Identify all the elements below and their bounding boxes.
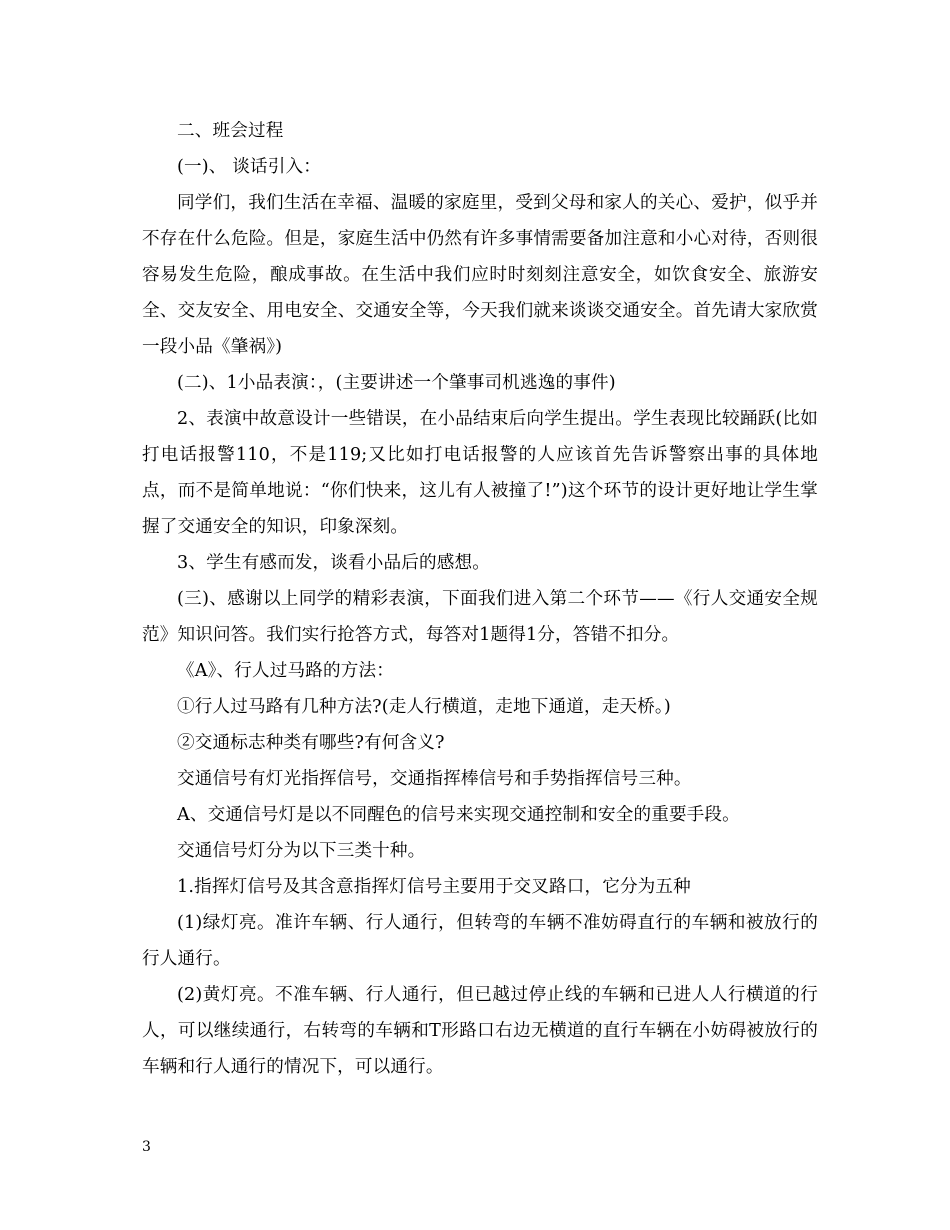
paragraph: 3、学生有感而发，谈看小品后的感想。 [177,553,490,573]
paragraph: (三)、感谢以上同学的精彩表演，下面我们进入第二个环节——《行人交通安全规范》知识问答。我们实行抢答方式，每答对1题得1分，答错不扣分。 [142,589,818,645]
paragraph: ①行人过马路有几种方法?(走人行横道，走地下通道，走天桥。) [177,697,671,717]
section-heading: 二、班会过程 [177,121,284,141]
paragraph: (2)黄灯亮。不准车辆、行人通行，但已越过停止线的车辆和已进人人行横道的行人，可以继续通行，右转弯的车辆和T形路口右边无横道的直行车辆在小妨碍被放行的车辆和行人通行的情况下，可以通行。 [142,985,818,1077]
paragraph: 同学们，我们生活在幸福、温暖的家庭里，受到父母和家人的关心、爱护，似乎并不存在什么危险。但是，家庭生活中仍然有许多事情需要备加注意和小心对待，否则很容易发生危险，酿成事故。在生活中我们应时时刻刻注意安全，如饮食安全、旅游安全、交友安全、用电安全、交通安全等，今天我们就来谈谈交通安全。首先请大家欣赏一段小品《肇祸》) [142,193,818,357]
paragraph: 交通信号有灯光指挥信号，交通指挥棒信号和手势指挥信号三种。 [177,769,692,789]
paragraph: ②交通标志种类有哪些?有何含义? [177,733,445,753]
paragraph: A、交通信号灯是以不同醒色的信号来实现交通控制和安全的重要手段。 [177,805,740,825]
paragraph: (二)、1小品表演：，(主要讲述一个肇事司机逃逸的事件) [177,373,616,393]
page-number: 3 [142,1139,151,1155]
paragraph: (1)绿灯亮。准许车辆、行人通行，但转弯的车辆不准妨碍直行的车辆和被放行的行人通行。 [142,913,818,969]
paragraph: 《A》、行人过马路的方法： [177,661,394,681]
paragraph: 1.指挥灯信号及其含意指挥灯信号主要用于交叉路口，它分为五种 [177,877,691,897]
paragraph: 交通信号灯分为以下三类十种。 [177,841,426,861]
subsection-heading: (一)、 谈话引入： [177,157,321,177]
document-body [142,113,818,1085]
paragraph: 2、表演中故意设计一些错误，在小品结束后向学生提出。学生表现比较踊跃(比如打电话报警110，不是119;又比如打电话报警的人应该首先告诉警察出事的具体地点，而不是简单地说：“你们快来，这儿有人被撞了!”)这个环节的设计更好地让学生掌握了交通安全的知识，印象深刻。 [142,409,818,537]
